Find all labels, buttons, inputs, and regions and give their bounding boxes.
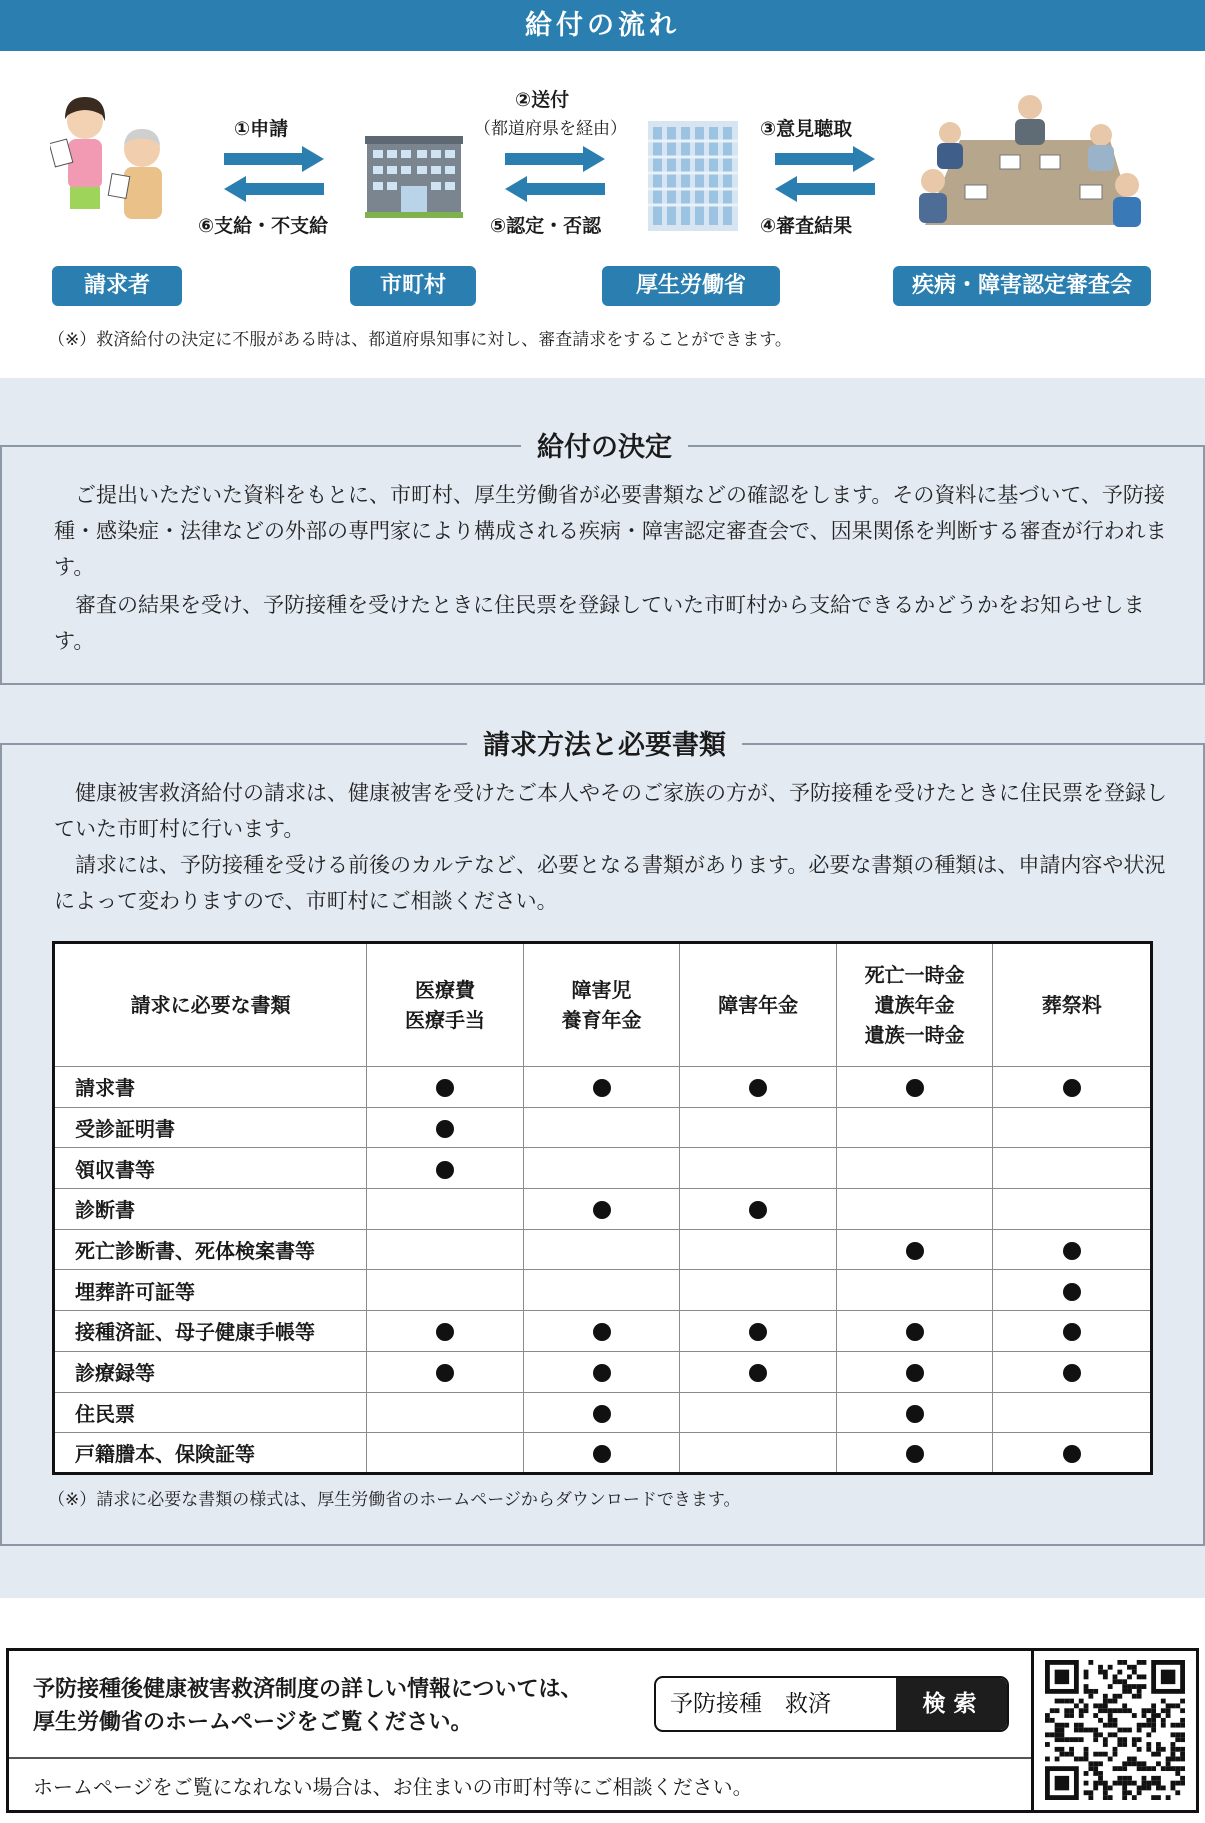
- document-name: 住民票: [54, 1392, 367, 1433]
- requirement-cell: [836, 1392, 993, 1433]
- required-mark-icon: [436, 1364, 454, 1382]
- requirement-cell: [367, 1148, 524, 1189]
- required-mark-icon: [749, 1079, 767, 1097]
- required-mark-icon: [906, 1405, 924, 1423]
- required-documents-table: [52, 941, 1153, 1475]
- requirement-cell: [993, 1148, 1152, 1189]
- method-paragraph-1: 健康被害救済給付の請求は、健康被害を受けたご本人やそのご家族の方が、予防接種を受けたときに住民票を登録していた市町村に行います。: [54, 781, 1167, 841]
- actor-label-ministry: 厚生労働省: [602, 266, 780, 306]
- required-mark-icon: [436, 1120, 454, 1138]
- requirement-cell: [680, 1148, 837, 1189]
- table-row: [54, 1351, 1152, 1392]
- table-row: [54, 1067, 1152, 1108]
- committee-meeting-illustration: [905, 85, 1155, 235]
- required-mark-icon: [593, 1323, 611, 1341]
- required-mark-icon: [593, 1079, 611, 1097]
- requirement-cell: [993, 1189, 1152, 1230]
- step-1-label: ①申請: [234, 118, 289, 140]
- requirement-cell: [836, 1351, 993, 1392]
- requirement-cell: [367, 1189, 524, 1230]
- table-row: [54, 1270, 1152, 1311]
- requirement-cell: [523, 1270, 680, 1311]
- document-name: 受診証明書: [54, 1107, 367, 1148]
- table-row: [54, 1148, 1152, 1189]
- requirement-cell: [993, 1433, 1152, 1474]
- actor-label-claimant: 請求者: [52, 266, 182, 306]
- document-name: 戸籍謄本、保険証等: [54, 1433, 367, 1474]
- actor-label-committee: 疾病・障害認定審査会: [893, 266, 1151, 306]
- step-2-sublabel: （都道府県を経由）: [474, 119, 627, 139]
- requirement-cell: [836, 1433, 993, 1474]
- footer-message-line-1: 予防接種後健康被害救済制度の詳しい情報については、: [33, 1677, 583, 1702]
- requirement-cell: [680, 1311, 837, 1352]
- requirement-cell: [367, 1107, 524, 1148]
- footer-contact-note: ホームページをご覧になれない場合は、お住まいの市町村等にご相談ください。: [33, 1775, 753, 1799]
- decision-paragraph-1: ご提出いただいた資料をもとに、市町村、厚生労働省が必要書類などの確認をします。その資料に基づいて、予防接種・感染症・法律などの外部の専門家により構成される疾病・障害認定審査会で、因果関係を判断する審査が行われます。: [54, 483, 1167, 579]
- requirement-cell: [523, 1229, 680, 1270]
- requirement-cell: [367, 1433, 524, 1474]
- requirement-cell: [523, 1351, 680, 1392]
- required-mark-icon: [1063, 1364, 1081, 1382]
- required-mark-icon: [1063, 1323, 1081, 1341]
- required-mark-icon: [906, 1079, 924, 1097]
- table-header-label: 請求に必要な書類: [54, 943, 367, 1067]
- table-header-row: [54, 943, 1152, 1067]
- table-row: [54, 1311, 1152, 1352]
- method-paragraph-2: 請求には、予防接種を受ける前後のカルテなど、必要となる書類があります。必要な書類の種類は、申請内容や状況によって変わりますので、市町村にご相談ください。: [54, 853, 1166, 913]
- municipality-building-illustration: [365, 136, 463, 218]
- table-note: （※）請求に必要な書類の様式は、厚生労働省のホームページからダウンロードできます。: [48, 1490, 741, 1510]
- required-mark-icon: [593, 1201, 611, 1219]
- qr-code-icon: [1045, 1660, 1185, 1800]
- required-mark-icon: [906, 1364, 924, 1382]
- step-4-label: ④審査結果: [760, 215, 853, 237]
- requirement-cell: [367, 1067, 524, 1108]
- required-mark-icon: [436, 1079, 454, 1097]
- required-mark-icon: [436, 1323, 454, 1341]
- requirement-cell: [523, 1311, 680, 1352]
- column-header-disability-pension: 障害年金: [680, 943, 837, 1067]
- required-mark-icon: [749, 1323, 767, 1341]
- requirement-cell: [680, 1107, 837, 1148]
- requirement-cell: [680, 1351, 837, 1392]
- document-name: 死亡診断書、死体検案書等: [54, 1229, 367, 1270]
- requirement-cell: [993, 1229, 1152, 1270]
- requirement-cell: [367, 1270, 524, 1311]
- document-name: 請求書: [54, 1067, 367, 1108]
- column-header-death: 死亡一時金 遺族年金 遺族一時金: [836, 943, 993, 1067]
- requirement-cell: [836, 1067, 993, 1108]
- requirement-cell: [523, 1148, 680, 1189]
- requirement-cell: [836, 1148, 993, 1189]
- document-name: 領収書等: [54, 1148, 367, 1189]
- required-mark-icon: [906, 1242, 924, 1260]
- flow-note: （※）救済給付の決定に不服がある時は、都道府県知事に対し、審査請求をすることができます。: [48, 330, 792, 350]
- required-mark-icon: [593, 1364, 611, 1382]
- required-mark-icon: [1063, 1283, 1081, 1301]
- requirement-cell: [836, 1189, 993, 1230]
- decision-paragraph-2: 審査の結果を受け、予防接種を受けたときに住民票を登録していた市町村から支給できるかどうかをお知らせします。: [54, 593, 1145, 653]
- step-3-label: ③意見聴取: [760, 118, 853, 140]
- required-mark-icon: [436, 1161, 454, 1179]
- arrow-left-icon: [505, 176, 605, 202]
- table-row: [54, 1189, 1152, 1230]
- search-button[interactable]: 検索: [896, 1678, 1009, 1730]
- requirement-cell: [993, 1351, 1152, 1392]
- required-mark-icon: [906, 1445, 924, 1463]
- requirement-cell: [367, 1229, 524, 1270]
- footer-message: [33, 1673, 583, 1739]
- requirement-cell: [523, 1433, 680, 1474]
- footer-info-box: [6, 1648, 1199, 1813]
- decision-title: 給付の決定: [521, 425, 688, 464]
- claimant-illustration: [50, 89, 180, 224]
- requirement-cell: [680, 1270, 837, 1311]
- actor-label-municipality: 市町村: [350, 266, 476, 306]
- requirement-cell: [836, 1270, 993, 1311]
- flow-title: 給付の流れ: [0, 0, 1205, 51]
- step-5-label: ⑤認定・否認: [490, 215, 602, 237]
- requirement-cell: [993, 1107, 1152, 1148]
- requirement-cell: [993, 1270, 1152, 1311]
- required-mark-icon: [593, 1445, 611, 1463]
- step-6-label: ⑥支給・不支給: [198, 215, 329, 237]
- required-mark-icon: [593, 1405, 611, 1423]
- document-name: 埋葬許可証等: [54, 1270, 367, 1311]
- requirement-cell: [523, 1392, 680, 1433]
- method-title: 請求方法と必要書類: [467, 723, 742, 762]
- column-header-child-disability: 障害児 養育年金: [523, 943, 680, 1067]
- requirement-cell: [680, 1392, 837, 1433]
- arrow-right-icon: [505, 146, 605, 172]
- ministry-building-illustration: [648, 121, 738, 231]
- flow-diagram: [0, 51, 1205, 378]
- document-name: 接種済証、母子健康手帳等: [54, 1311, 367, 1352]
- table-row: [54, 1392, 1152, 1433]
- search-box[interactable]: [654, 1676, 1009, 1732]
- table-row: [54, 1433, 1152, 1474]
- requirement-cell: [367, 1311, 524, 1352]
- table-row: [54, 1229, 1152, 1270]
- required-mark-icon: [1063, 1079, 1081, 1097]
- requirement-cell: [993, 1392, 1152, 1433]
- required-mark-icon: [1063, 1445, 1081, 1463]
- requirement-cell: [680, 1067, 837, 1108]
- requirement-cell: [680, 1433, 837, 1474]
- requirement-cell: [523, 1189, 680, 1230]
- required-mark-icon: [749, 1201, 767, 1219]
- requirement-cell: [993, 1067, 1152, 1108]
- arrow-left-icon: [224, 176, 324, 202]
- required-mark-icon: [1063, 1242, 1081, 1260]
- requirement-cell: [836, 1311, 993, 1352]
- document-name: 診断書: [54, 1189, 367, 1230]
- requirement-cell: [523, 1107, 680, 1148]
- requirement-cell: [680, 1229, 837, 1270]
- requirement-cell: [680, 1189, 837, 1230]
- column-header-funeral: 葬祭料: [993, 943, 1152, 1067]
- requirement-cell: [367, 1392, 524, 1433]
- step-2-label: ②送付: [515, 89, 570, 111]
- requirement-cell: [993, 1311, 1152, 1352]
- requirement-cell: [367, 1351, 524, 1392]
- decision-box: [0, 432, 1205, 685]
- requirement-cell: [836, 1107, 993, 1148]
- document-name: 診療録等: [54, 1351, 367, 1392]
- qr-code[interactable]: [1031, 1651, 1196, 1810]
- footer-message-line-2: 厚生労働省のホームページをご覧ください。: [33, 1710, 473, 1735]
- requirement-cell: [523, 1067, 680, 1108]
- arrow-right-icon: [224, 146, 324, 172]
- table-row: [54, 1107, 1152, 1148]
- column-header-medical: 医療費 医療手当: [367, 943, 524, 1067]
- requirement-cell: [836, 1229, 993, 1270]
- required-mark-icon: [906, 1323, 924, 1341]
- search-input[interactable]: 予防接種 救済: [670, 1691, 831, 1717]
- arrow-left-icon: [775, 176, 875, 202]
- arrow-right-icon: [775, 146, 875, 172]
- required-mark-icon: [749, 1364, 767, 1382]
